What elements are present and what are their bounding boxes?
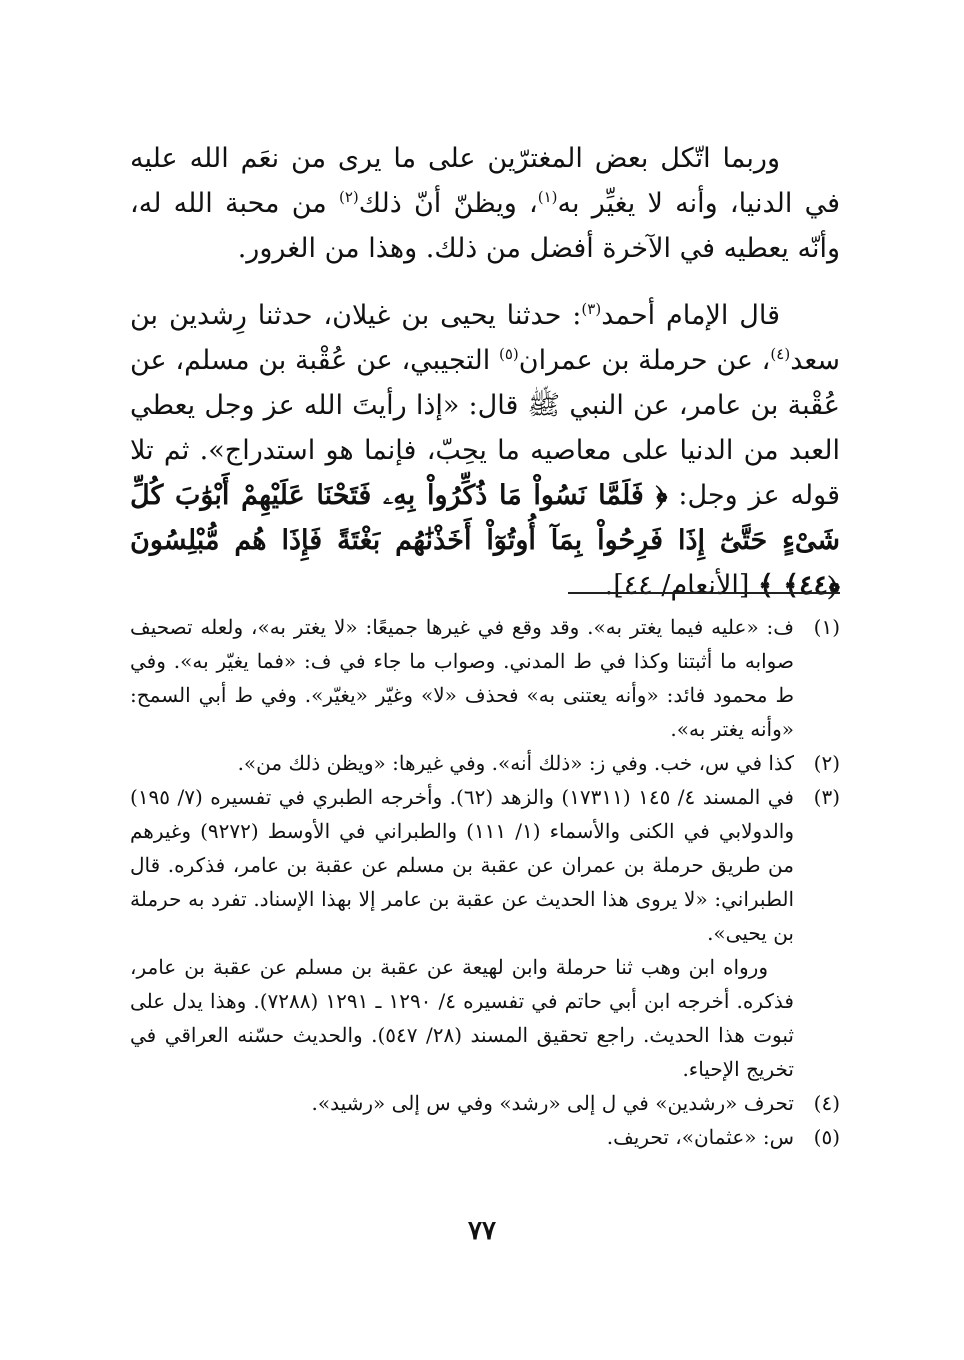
footnote-number: (١) [813, 615, 840, 639]
footnote-5 [130, 1120, 840, 1154]
footnote-number: (٣) [813, 785, 840, 809]
footnote-ref-5: (٥) [498, 345, 519, 363]
footnote-3 [130, 780, 840, 950]
footnote-text: في المسند ٤/ ١٤٥ (١٧٣١١) والزهد (٦٢). وأخرجه الطبري في تفسيره (٧/ ١٩٥) والدولابي في الكنى والأسماء (١/ ١١١) والطبراني في الأوسط (٩٢٧٢) وغيرهم من طريق حرملة بن عمران عن عقبة بن مسلم عن عقبة بن عامر، فذكره. قال الطبراني: «لا يروى هذا الحديث عن عقبة بن عامر إلا بهذا الإسناد. تفرد به حرملة بن يحيى». [130, 785, 794, 945]
footnote-text: تحرف «رشدين» في ل إلى «رشد» وفي س إلى «رشيد». [311, 1091, 794, 1115]
footnote-2 [130, 746, 840, 780]
paragraph-1 [130, 136, 840, 271]
footnote-1 [130, 610, 840, 746]
footnote-separator [568, 592, 840, 594]
footnotes [130, 610, 840, 1154]
p1-text-a: وربما اتّكل بعض المغترّين على ما يرى من نعَم الله عليه في الدنيا، وأنه لا يغيِّر به [130, 143, 841, 219]
verse-reference: [الأنعام/ ٤٤]. [604, 570, 758, 601]
footnote-ref-3: (٣) [581, 300, 602, 318]
page-number: ٧٧ [468, 1216, 496, 1246]
footnote-text: س: «عثمان»، تحريف. [606, 1125, 794, 1149]
p1-text-c: من محبة الله له، وأنّه يعطيه في الآخرة أفضل من ذلك. وهذا من الغرور. [130, 188, 840, 264]
quran-verse: ﴿ فَلَمَّا نَسُواْ مَا ذُكِّرُواْ بِهِۦ فَتَحْنَا عَلَيْهِمْ أَبْوَٰبَ كُلِّ شَىْءٍ حَتَّىٰٓ إِذَا فَرِحُواْ بِمَآ أُوتُوٓاْ أَخَذْنَٰهُم بَغْتَةً فَإِذَا هُم مُّبْلِسُونَ ﴿٤٤﴾ ﴾ [130, 480, 840, 601]
footnote-text: كذا في س، خب. وفي ز: «ذلك أنه». وفي غيرها: «ويظن ذلك من». [237, 751, 794, 775]
p2-text-b: : حدثنا يحيى بن غيلان، حدثنا رِشدين بن سعد [130, 300, 841, 376]
p2-text-d: التجيبي، عن عُقْبة بن مسلم، عن عُقْبة بن عامر، عن النبي ﷺ قال: «إذا رأيتَ الله عز وجل يعطي العبد من الدنيا على معاصيه ما يحِبّ، فإنما هو استدراج». ثم تلا قوله عز وجل: [130, 345, 840, 511]
footnote-ref-2: (٢) [338, 188, 359, 206]
footnote-number: (٥) [813, 1125, 840, 1149]
footnote-ref-4: (٤) [770, 345, 791, 363]
main-text [130, 136, 840, 608]
paragraph-2 [130, 293, 840, 608]
footnote-4 [130, 1086, 840, 1120]
footnote-number: (٤) [813, 1091, 840, 1115]
p1-text-b: ، ويظنّ أنّ ذلك [358, 188, 538, 219]
footnote-text: ف: «عليه فيما يغتر به». وقد وقع في غيرها جميعًا: «لا يغتر به»، ولعله تصحيف صوابه ما أثبتنا وكذا في ط المدني. وصواب ما جاء في ف: «فما يغيّر به». وفي ط محمود فائد: «وأنه يعتنى به» فحذف «لا» وغيّر «يغيّر». وفي ط أبي السمح: «وأنه يغتر به». [130, 615, 794, 741]
p2-text-c: ، عن حرملة بن عمران [518, 345, 771, 376]
footnote-3-continuation: ورواه ابن وهب ثنا حرملة وابن لهيعة عن عقبة بن مسلم عن عقبة بن عامر، فذكره. أخرجه ابن أبي حاتم في تفسيره ٤/ ١٢٩٠ ـ ١٢٩١ (٧٢٨٨). وهذا يدل على ثبوت هذا الحديث. راجع تحقيق المسند (٢٨/ ٥٤٧). والحديث حسّنه العراقي في تخريج الإحياء. [130, 955, 794, 1081]
footnote-ref-1: (١) [537, 188, 558, 206]
p2-text-a: قال الإمام أحمد [601, 300, 781, 331]
footnote-number: (٢) [813, 751, 840, 775]
